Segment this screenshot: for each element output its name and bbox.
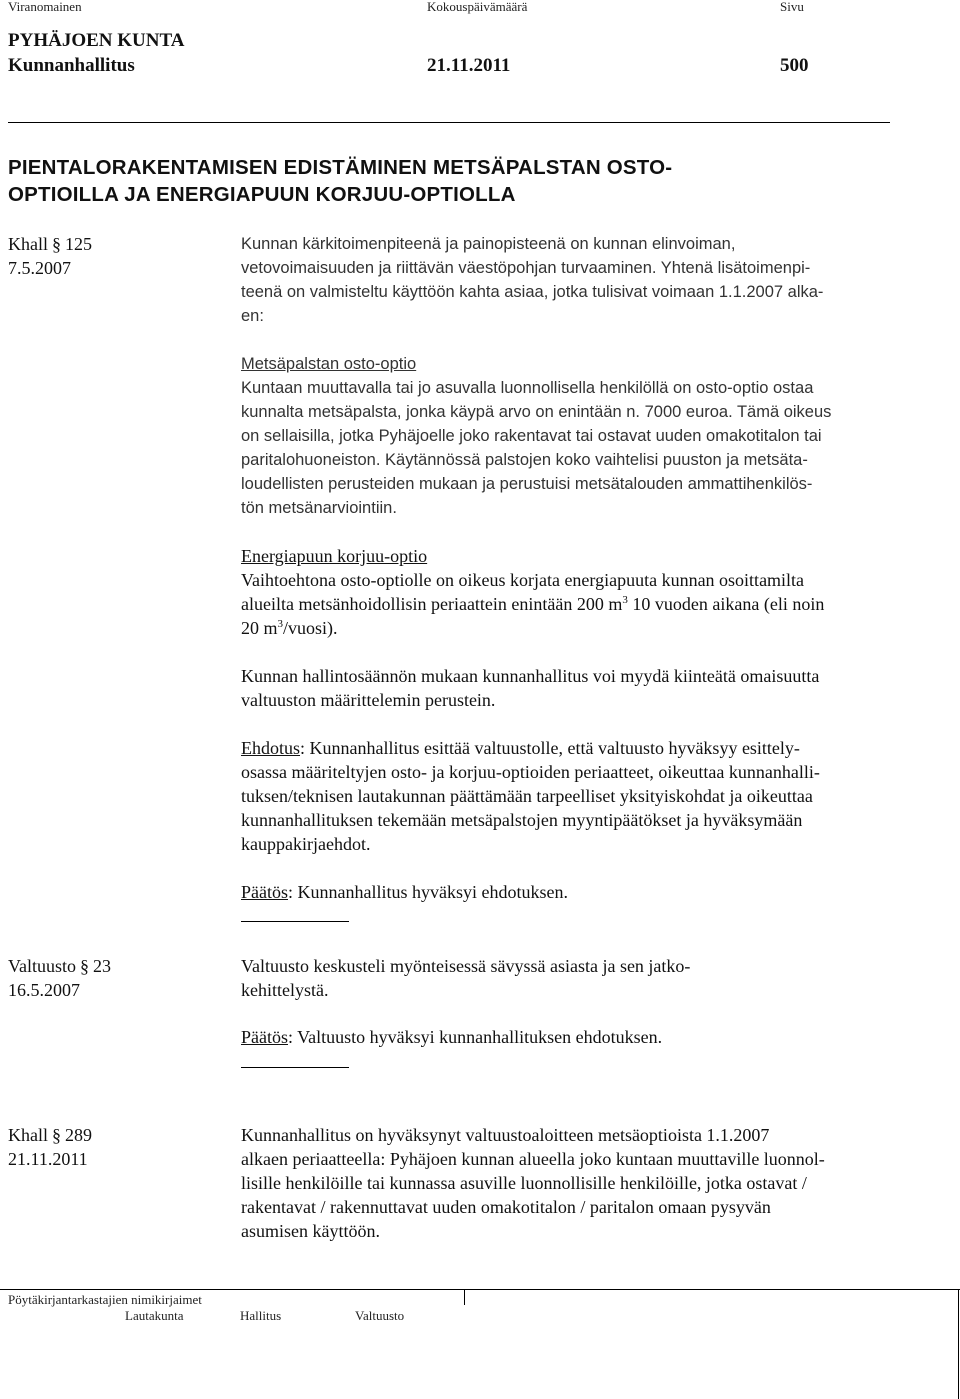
document-title [8,154,908,208]
energy-wood-option-paragraph: Energiapuun korjuu-optio Vaihtoehtona osto-optiolle on oikeus korjata energiapuuta kunnan osoittamilta alueilta metsänhoidollisin periaattein enintään 200 $m^3$ 10 vuoden aikana (eli noin 20 $m^3/vuosi$). [241,544,911,640]
header-label-meeting-date: Kokouspäivämäärä [427,0,528,14]
administrative-rule-paragraph: Kunnan hallintosäännön mukaan kunnanhallitus voi myydä kiinteätä omaisuutta valtuuston määrittelemin perustein. [241,666,820,710]
intro-paragraph: Kunnan kärkitoimenpiteenä ja painopisteenä on kunnan elinvoiman, vetovoimaisuuden ja riittävän väestöpohjan turvaaminen. Yhtenä lisätoimenpi- teenä on valmisteltu käyttöön kahta asiaa, jotka tulisivat voimaan 1.1.2007 alka- en: [241,235,824,325]
header-label-page: Sivu [780,0,804,14]
meeting-date: 21.11.2011 [427,55,511,76]
footer-column-government: Hallitus [240,1308,282,1323]
decision-label: Päätös [241,1027,288,1047]
decision-paragraph: Päätös: Kunnanhallitus hyväksyi ehdotuksen. [241,882,568,902]
section-sign-icon: § [52,1125,61,1145]
footer-divider [0,1289,960,1290]
energy-wood-option-heading: Energiapuun korjuu-optio [241,546,428,566]
authority-name: Kunnanhallitus [8,55,135,76]
footer-right-border [958,1289,959,1399]
section-sign-icon: § [80,956,90,976]
council-decision-paragraph: Päätös: Valtuusto hyväksyi kunnanhallituksen ehdotuksen. [241,1027,663,1047]
decision-divider [241,1067,349,1068]
initials-footer [0,1289,960,1399]
footer-title: Pöytäkirjantarkastajien nimikirjaimet [8,1292,202,1307]
section-reference-khall-125: Khall § 125 7.5.2007 [8,234,92,278]
header-divider [8,122,890,123]
forest-plot-option-paragraph: Metsäpalstan osto-optio Kuntaan muuttavalla tai jo asuvalla luonnollisella henkilöllä on osto-optio ostaa kunnalta metsäpalsta, jonka käypä arvo on enintään n. 7000 euroa. Tämä oikeus on sellaisilla, jotka Pyhäjoelle joko rakentavat tai ostavat uuden omakotitalon tai paritalohuoneiston. Käytännössä palstojen koko vaihtelisi puuston ja metsäta- loudellisten perusteiden mukaan ja perustuisi metsätalouden ammattihenkilös- tön metsänarviointiin. [241,352,911,520]
page-number: 500 [780,55,809,76]
section-sign-icon: § [52,234,61,254]
decision-divider [241,921,349,922]
title-line: PIENTALORAKENTAMISEN EDISTÄMINEN METSÄPALSTAN OSTO- [8,156,673,179]
section-reference-khall-289: Khall § 289 21.11.2011 [8,1125,92,1169]
footer-column-divider [464,1289,465,1305]
current-matter-paragraph: Kunnanhallitus on hyväksynyt valtuustoaloitteen metsäoptioista 1.1.2007 alkaen periaatteella: Pyhäjoen kunnan alueella joko kuntaan muuttaville luonnol- lisille henkilöille tai kunnassa asuville luonnollisille henkilöille, jotka ostavat / rakentavat / rakennuttavat uuden omakotitalon / paritalon omaan pysyvän asumisen käyttöön. [241,1125,825,1241]
proposal-paragraph: Ehdotus: Kunnanhallitus esittää valtuustolle, että valtuusto hyväksyy esittely- osassa määriteltyjen osto- ja korjuu-optioiden periaatteet, oikeuttaa kunnanhalli- tuksen/teknisen lautakunnan päättämään tarpeelliset yksityiskohdat ja oikeuttaa kunnanhallituksen tekemään metsäpalstojen myyntipäätökset ja hyväksymään kauppakirjaehdot. [241,738,820,854]
title-line: OPTIOILLA JA ENERGIAPUUN KORJUU-OPTIOLLA [8,183,516,206]
footer-column-board: Lautakunta [125,1308,184,1323]
section-reference-valtuusto-23: Valtuusto § 23 16.5.2007 [8,956,112,1000]
forest-plot-option-heading: Metsäpalstan osto-optio [241,355,417,373]
section-date: 7.5.2007 [8,258,71,278]
section-date: 16.5.2007 [8,980,80,1000]
decision-label: Päätös [241,882,288,902]
section-date: 21.11.2011 [8,1149,88,1169]
organization-name: PYHÄJOEN KUNTA [8,30,185,51]
footer-column-council: Valtuusto [355,1308,405,1323]
header-label-authority: Viranomainen [8,0,82,14]
proposal-label: Ehdotus [241,738,301,758]
council-discussion-paragraph: Valtuusto keskusteli myönteisessä sävyssä asiasta ja sen jatko- kehittelystä. [241,956,691,1000]
